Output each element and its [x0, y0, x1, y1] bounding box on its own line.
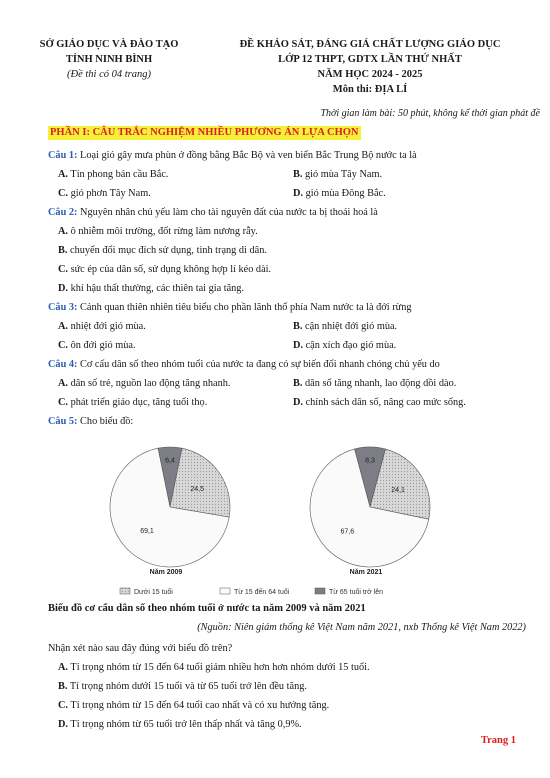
questions-block: [48, 146, 518, 431]
legend-label: Từ 15 đến 64 tuổi: [234, 589, 290, 596]
pie-chart-figure: [100, 437, 450, 602]
legend-swatch: [220, 588, 230, 594]
option-row: [48, 374, 518, 393]
option-c[interactable]: C. Tỉ trọng nhóm từ 15 đến 64 tuổi cao nhất và có xu hướng tăng.: [58, 700, 330, 711]
question-number: Câu 2:: [48, 207, 78, 218]
option-a[interactable]: A. ô nhiễm môi trường, đốt rừng làm nương rẫy.: [58, 226, 258, 237]
province-name: TỈNH NINH BÌNH: [65, 54, 153, 65]
exam-title: ĐỀ KHẢO SÁT, ĐÁNG GIÁ CHẤT LƯỢNG GIÁO DỤC: [239, 39, 501, 50]
page-footer: Trang 1: [480, 735, 516, 746]
option-row: [48, 336, 518, 355]
option-a[interactable]: A. Tỉ trọng nhóm từ 15 đến 64 tuổi giảm nhiều hơn hơn nhóm dưới 15 tuổi.: [58, 662, 370, 673]
pie-chart-svg: [100, 437, 450, 602]
question-text: Cơ cấu dân số theo nhóm tuổi của nước ta đang có sự biến đổi nhanh chóng chủ yếu do: [80, 359, 440, 370]
section-title: PHẦN I: CÂU TRẮC NGHIỆM NHIỀU PHƯƠNG ÁN LỰA CHỌN: [50, 127, 359, 138]
question-4: [48, 355, 518, 374]
pie-data-label: 67,6: [340, 528, 355, 536]
option-d[interactable]: D. khí hậu thất thường, các thiên tai gia tăng.: [58, 283, 245, 294]
header-left: [14, 37, 204, 82]
option-row: [48, 165, 518, 184]
pie-data-label: 24,1: [391, 487, 405, 495]
legend-swatch: [120, 588, 130, 594]
question-5-body: [48, 639, 518, 734]
question-5: [48, 412, 518, 431]
question-5-prompt: Nhận xét nào sau đây đúng với biểu đồ trên?: [48, 643, 233, 654]
pie-data-label: 8,3: [365, 457, 375, 465]
exam-grade: LỚP 12 THPT, GDTX LẦN THỨ NHẤT: [278, 54, 462, 65]
question-number: Câu 5:: [48, 416, 78, 427]
option-d[interactable]: D. gió mùa Đông Bắc.: [293, 188, 386, 199]
option-c[interactable]: C. ôn đới gió mùa.: [58, 340, 136, 351]
question-3: [48, 298, 518, 317]
question-number: Câu 3:: [48, 302, 78, 313]
option-b[interactable]: B. cận nhiệt đới gió mùa.: [293, 321, 398, 332]
legend-label: Dưới 15 tuổi: [134, 589, 173, 596]
pie-year-label: Năm 2021: [349, 569, 383, 576]
header-right: [205, 37, 535, 97]
subject-name: Môn thi: ĐỊA LÍ: [332, 84, 408, 95]
option-b[interactable]: B. chuyển đổi mục đích sử dụng, tình trạng di dân.: [58, 245, 267, 256]
option-row: [48, 317, 518, 336]
option-b[interactable]: B. Tỉ trọng nhóm dưới 15 tuổi và từ 65 tuổi trở lên đều tăng.: [58, 681, 307, 692]
question-number: Câu 4:: [48, 359, 78, 370]
question-text: Cho biểu đồ:: [80, 416, 134, 427]
option-row: [48, 393, 518, 412]
option-c[interactable]: C. sức ép của dân số, sử dụng không hợp lí kéo dài.: [58, 264, 272, 275]
pie-year-label: Năm 2009: [149, 569, 183, 576]
question-text: Cảnh quan thiên nhiên tiêu biểu cho phần lãnh thổ phía Nam nước ta là đới rừng: [80, 302, 412, 313]
question-text: Loại gió gây mưa phùn ở đồng bằng Bắc Bộ và ven biển Bắc Trung Bộ nước ta là: [80, 150, 417, 161]
legend-swatch: [315, 588, 325, 594]
option-c[interactable]: C. gió phơn Tây Nam.: [58, 188, 151, 199]
option-c[interactable]: C. phát triển giáo dục, tăng tuổi thọ.: [58, 397, 208, 408]
question-number: Câu 1:: [48, 150, 78, 161]
chart-caption: Biểu đồ cơ cấu dân số theo nhóm tuổi ở nước ta năm 2009 và năm 2021: [48, 603, 366, 614]
legend-label: Từ 65 tuổi trở lên: [329, 589, 384, 596]
question-2: [48, 203, 518, 222]
option-b[interactable]: B. dân số tăng nhanh, lao động dồi dào.: [293, 378, 457, 389]
option-a[interactable]: A. Tín phong bán cầu Bắc.: [58, 169, 169, 180]
option-a[interactable]: A. nhiệt đới gió mùa.: [58, 321, 146, 332]
school-year: NĂM HỌC 2024 - 2025: [317, 69, 423, 80]
time-note: Thời gian làm bài: 50 phút, không kể thời gian phát đề: [320, 108, 540, 119]
chart-source: (Nguồn: Niên giám thống kê Việt Nam năm 2021, nxb Thống kê Việt Nam 2022): [197, 622, 526, 633]
option-d[interactable]: D. chính sách dân số, nâng cao mức sống.: [293, 397, 466, 408]
pie-data-label: 69,1: [140, 528, 154, 536]
option-d[interactable]: D. Tỉ trọng nhóm từ 65 tuổi trở lên thấp nhất và tăng 0,9%.: [58, 719, 302, 730]
option-b[interactable]: B. gió mùa Tây Nam.: [293, 169, 383, 180]
option-d[interactable]: D. cận xích đạo gió mùa.: [293, 340, 397, 351]
pie-data-label: 24,5: [190, 485, 205, 493]
option-a[interactable]: A. dân số trẻ, nguồn lao động tăng nhanh.: [58, 378, 231, 389]
option-row: [48, 184, 518, 203]
department-name: SỞ GIÁO DỤC VÀ ĐÀO TẠO: [39, 39, 179, 50]
question-1: [48, 146, 518, 165]
pie-data-label: 6,4: [165, 457, 175, 465]
question-text: Nguyên nhân chủ yếu làm cho tài nguyên đất của nước ta bị thoái hoá là: [80, 207, 378, 218]
page-count-note: (Đề thi có 04 trang): [67, 69, 151, 80]
